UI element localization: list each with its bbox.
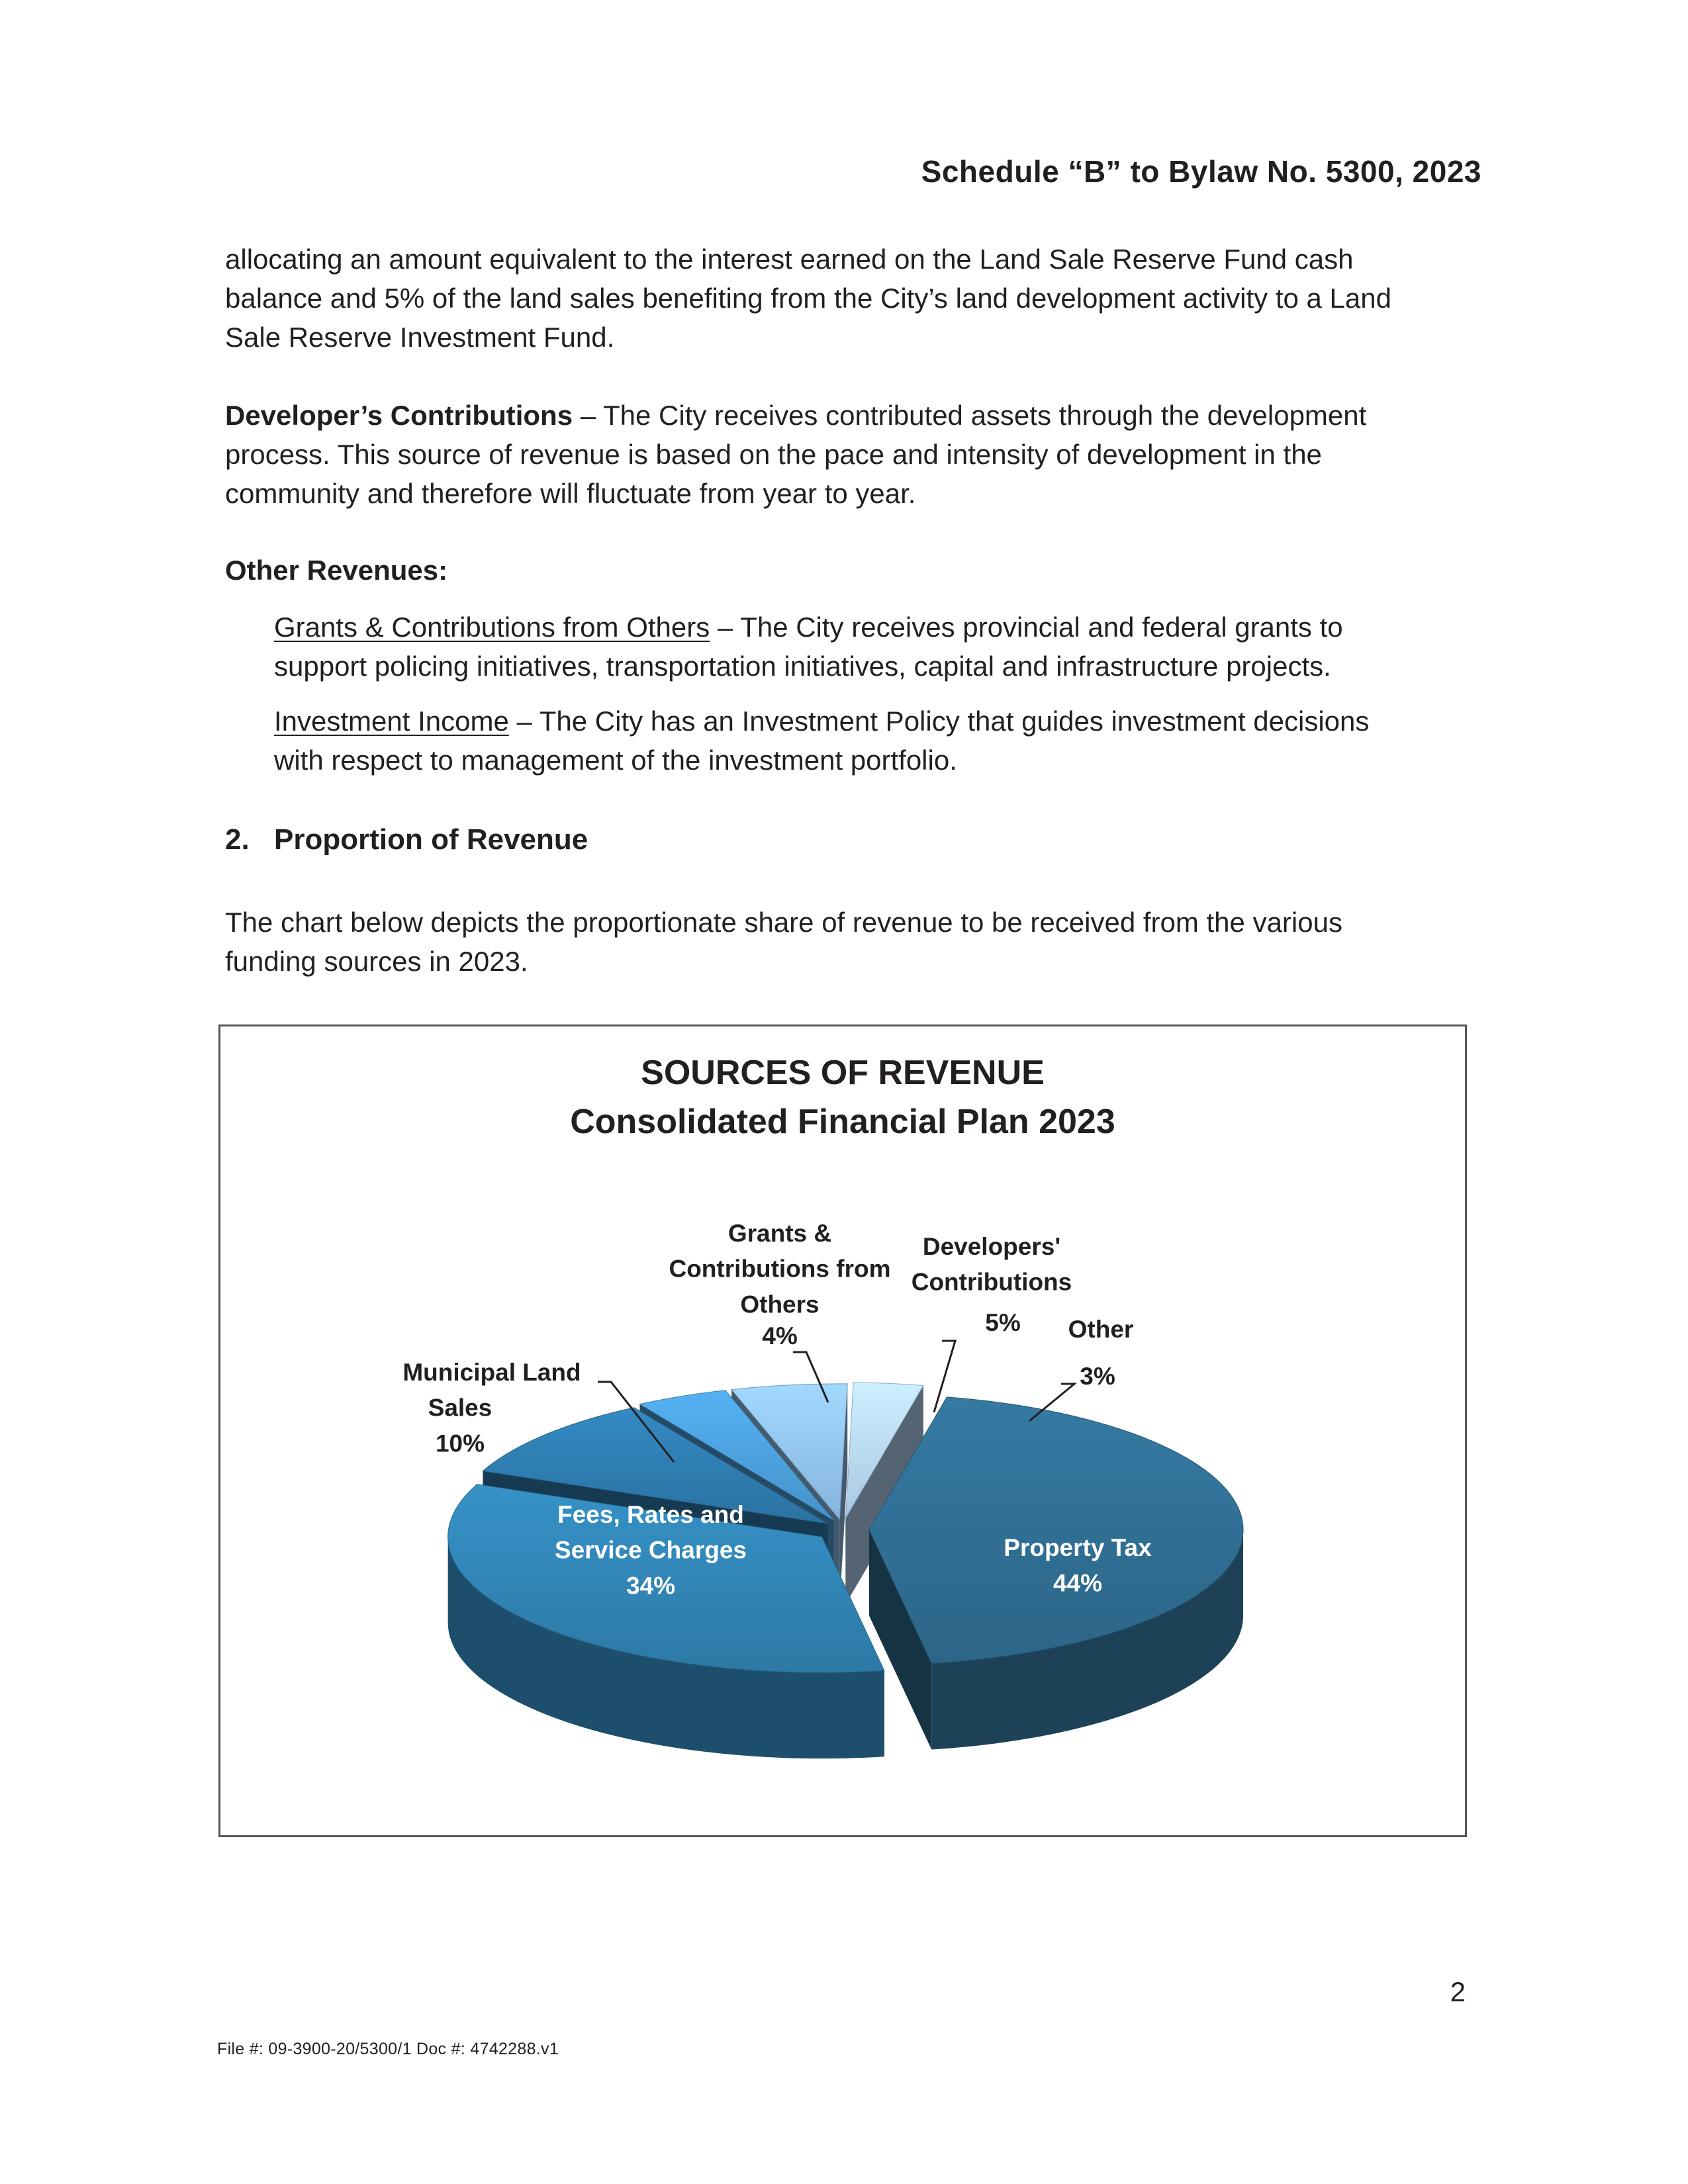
chart-title: SOURCES OF REVENUE [641,1054,1045,1092]
investment-line: – The City has an Investment Policy that guides investment decisions [508,705,1370,737]
developers-line: community and therefore will fluctuate from year to year. [225,478,916,509]
investment-term: Investment Income [274,705,509,737]
section-paragraph [225,903,1483,981]
slice-label: Sales [428,1394,492,1422]
pie-chart-svg [220,1026,1465,1835]
grants-term: Grants & Contributions from Others [274,612,710,643]
slice-label: Others [740,1291,820,1318]
slice-label: Grants & [727,1220,832,1247]
intro-line: allocating an amount equivalent to the interest earned on the Land Sale Reserve Fund cash [225,244,1354,275]
slice-label: Service Charges [554,1536,747,1564]
intro-line: Sale Reserve Investment Fund. [225,322,615,353]
intro-paragraph [225,240,1483,357]
grants-line: support policing initiatives, transportation initiatives, capital and infrastructure projects. [274,651,1331,682]
grants-line: – The City receives provincial and federal grants to [710,612,1343,643]
slice-value-label: 44% [1053,1569,1103,1597]
developers-term: Developer’s Contributions [225,400,573,431]
slice-value-label: 34% [626,1572,676,1600]
investment-line: with respect to management of the investment portfolio. [274,745,957,776]
slice-label: Contributions [911,1268,1072,1296]
slice-value-label: 10% [435,1430,485,1457]
slice-label: Contributions from [669,1255,891,1283]
section-number: 2. [225,823,250,856]
document-header: Schedule “B” to Bylaw No. 5300, 2023 [921,154,1481,189]
page-number: 2 [1450,1976,1466,2007]
developers-paragraph [225,396,1483,513]
slice-value-label: 4% [762,1322,798,1349]
footer-file-ref: File #: 09-3900-20/5300/1 Doc #: 4742288.v1 [217,2040,559,2058]
slice-label: Developers' [922,1233,1061,1260]
revenue-chart [218,1024,1467,1837]
slice-value-label: 5% [985,1309,1021,1336]
slice-label: Property Tax [1004,1534,1152,1561]
investment-paragraph [274,702,1485,780]
chart-subtitle: Consolidated Financial Plan 2023 [570,1103,1115,1141]
section-line: funding sources in 2023. [225,946,528,977]
slice-label: Other [1068,1316,1134,1343]
intro-line: balance and 5% of the land sales benefiting from the City’s land development activity to a Land [225,283,1391,314]
other-revenues-heading: Other Revenues: [225,555,448,586]
developers-line: process. This source of revenue is based on the pace and intensity of development in the [225,439,1322,470]
slice-label: Fees, Rates and [557,1501,744,1528]
slice-value-label: 3% [1080,1363,1115,1390]
slice-label: Municipal Land [402,1359,581,1386]
section-title: Proportion of Revenue [274,823,588,856]
section-heading [225,823,588,856]
developers-line: – The City receives contributed assets through the development [573,400,1367,431]
section-line: The chart below depicts the proportionate share of revenue to be received from the various [225,907,1342,938]
grants-paragraph [274,608,1485,686]
